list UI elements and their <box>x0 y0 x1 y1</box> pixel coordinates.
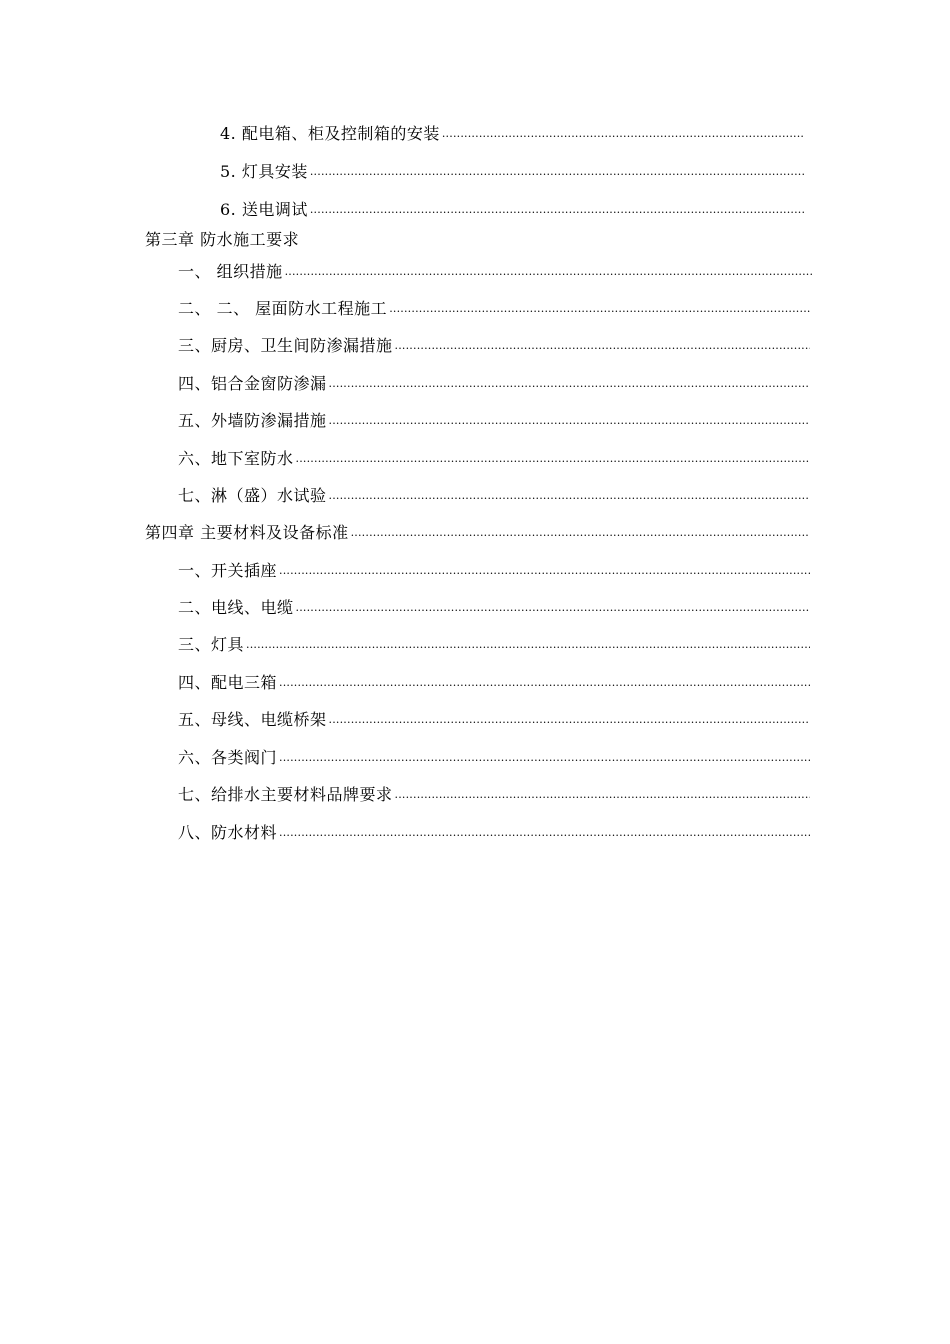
toc-entry-label: 三、灯具 <box>178 635 245 654</box>
toc-entry[interactable] <box>178 295 810 319</box>
toc-chapter-heading[interactable] <box>145 226 545 250</box>
toc-leader-dots <box>389 302 810 316</box>
toc-entry[interactable] <box>178 370 810 394</box>
toc-leader-dots <box>279 676 810 690</box>
toc-leader-dots <box>329 489 810 503</box>
toc-leader-dots <box>329 377 810 391</box>
toc-entry[interactable] <box>178 781 810 805</box>
toc-entry-label: 六、各类阀门 <box>178 748 278 767</box>
toc-entry[interactable] <box>178 706 810 730</box>
toc-entry[interactable] <box>178 407 810 431</box>
toc-entry[interactable] <box>178 482 810 506</box>
toc-entry-label: 七、淋（盛）水试验 <box>178 486 327 505</box>
toc-leader-dots <box>329 713 810 727</box>
toc-leader-dots <box>310 165 804 179</box>
toc-entry-label: 二、 二、 屋面防水工程施工 <box>178 299 388 318</box>
toc-entry-label: 四、配电三箱 <box>178 673 278 692</box>
toc-chapter-heading[interactable] <box>145 519 810 543</box>
toc-leader-dots <box>395 339 810 353</box>
toc-entry-label: 五、外墙防渗漏措施 <box>178 411 327 430</box>
toc-entry-label: 6. 送电调试 <box>220 200 308 219</box>
toc-entry-label: 二、电线、电缆 <box>178 598 294 617</box>
toc-entry-label: 五、母线、电缆桥架 <box>178 710 327 729</box>
toc-leader-dots <box>442 127 804 141</box>
chapter-title: 第三章 防水施工要求 <box>145 230 300 249</box>
toc-entry-label: 三、厨房、卫生间防渗漏措施 <box>178 336 393 355</box>
toc-entry[interactable] <box>178 332 810 356</box>
toc-entry-label: 5. 灯具安装 <box>220 162 308 181</box>
toc-entry[interactable] <box>178 744 810 768</box>
chapter-title: 第四章 主要材料及设备标准 <box>145 523 349 542</box>
toc-entry-label: 一、 组织措施 <box>178 262 283 281</box>
toc-entry-label: 八、防水材料 <box>178 823 278 842</box>
toc-entry-label: 六、地下室防水 <box>178 449 294 468</box>
toc-entry[interactable] <box>178 445 810 469</box>
toc-leader-dots <box>296 601 810 615</box>
toc-leader-dots <box>279 751 810 765</box>
toc-leader-dots <box>279 826 810 840</box>
toc-leader-dots <box>279 564 810 578</box>
toc-entry[interactable] <box>178 258 812 282</box>
toc-leader-dots <box>395 788 810 802</box>
toc-entry[interactable] <box>178 594 810 618</box>
toc-entry-label: 四、铝合金窗防渗漏 <box>178 374 327 393</box>
toc-entry[interactable] <box>178 669 810 693</box>
toc-entry[interactable] <box>220 120 804 144</box>
toc-leader-dots <box>351 526 810 540</box>
toc-leader-dots <box>285 265 812 279</box>
toc-leader-dots <box>296 452 810 466</box>
toc-entry[interactable] <box>178 557 810 581</box>
toc-entry-label: 4. 配电箱、柜及控制箱的安装 <box>220 124 440 143</box>
toc-leader-dots <box>246 638 810 652</box>
toc-entry[interactable] <box>220 196 804 220</box>
toc-entry[interactable] <box>178 819 810 843</box>
toc-entry[interactable] <box>178 631 810 655</box>
toc-entry-label: 七、给排水主要材料品牌要求 <box>178 785 393 804</box>
toc-leader-dots <box>329 414 810 428</box>
toc-entry[interactable] <box>220 158 804 182</box>
toc-entry-label: 一、开关插座 <box>178 561 278 580</box>
toc-leader-dots <box>310 203 804 217</box>
